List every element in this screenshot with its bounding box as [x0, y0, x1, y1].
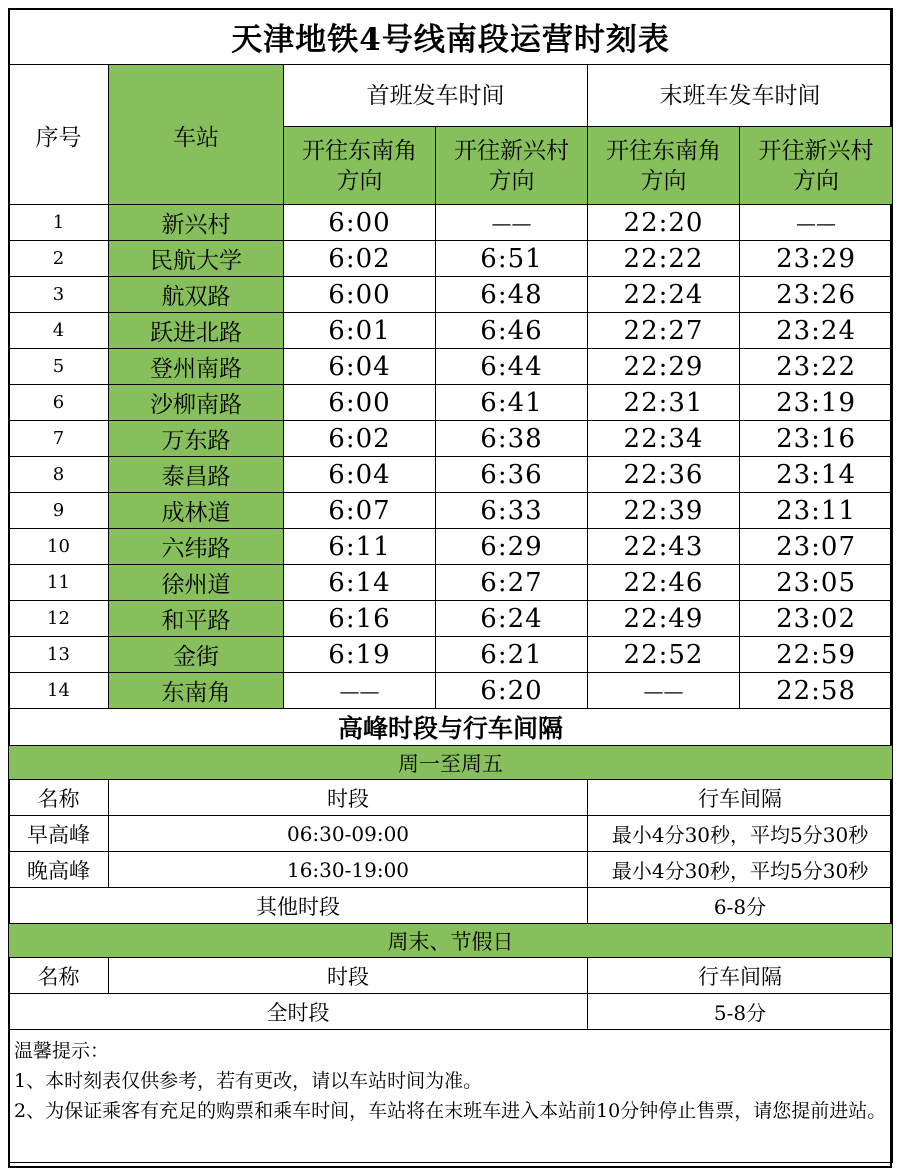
first-xinxingcun-time: 6:48: [436, 277, 588, 313]
first-xinxingcun-time: 6:41: [436, 385, 588, 421]
station-row: [9, 565, 893, 601]
first-dongnanjiao-time: 6:00: [284, 277, 436, 313]
last-dongnanjiao-time: 22:24: [588, 277, 740, 313]
peak-section-title: 高峰时段与行车间隔: [9, 709, 893, 746]
station-name: 跃进北路: [109, 313, 284, 349]
last-dongnanjiao-time: 22:27: [588, 313, 740, 349]
station-index: 7: [9, 421, 109, 457]
station-name: 六纬路: [109, 529, 284, 565]
station-index: 10: [9, 529, 109, 565]
weekday-evening-row: [9, 852, 893, 888]
station-row: [9, 637, 893, 673]
header-row-1: [9, 65, 893, 127]
first-dongnanjiao-time: 6:04: [284, 457, 436, 493]
station-index: 12: [9, 601, 109, 637]
title-row: [9, 9, 893, 65]
last-dongnanjiao-time: 22:34: [588, 421, 740, 457]
last-dongnanjiao-time: 22:36: [588, 457, 740, 493]
station-name: 徐州道: [109, 565, 284, 601]
first-dongnanjiao-time: 6:04: [284, 349, 436, 385]
first-xinxingcun-time: 6:21: [436, 637, 588, 673]
header-first-dir-xinxingcun: 开往新兴村 方向: [436, 127, 588, 205]
station-name: 成林道: [109, 493, 284, 529]
station-name: 新兴村: [109, 205, 284, 241]
timetable: [8, 8, 893, 1163]
first-xinxingcun-time: 6:38: [436, 421, 588, 457]
notes-heading: 温馨提示：: [14, 1040, 110, 1062]
station-index: 5: [9, 349, 109, 385]
weekend-header-row: [9, 958, 893, 994]
station-index: 11: [9, 565, 109, 601]
first-dongnanjiao-time: 6:00: [284, 385, 436, 421]
last-dongnanjiao-time: 22:43: [588, 529, 740, 565]
page-title: 天津地铁4号线南段运营时刻表: [9, 9, 893, 65]
last-xinxingcun-time: 23:29: [740, 241, 893, 277]
station-name: 登州南路: [109, 349, 284, 385]
station-index: 13: [9, 637, 109, 673]
station-row: [9, 457, 893, 493]
station-name: 万东路: [109, 421, 284, 457]
station-name: 航双路: [109, 277, 284, 313]
weekday-header-row: [9, 780, 893, 816]
first-xinxingcun-time: ——: [436, 205, 588, 241]
station-row: [9, 673, 893, 709]
weekend-col-period: 时段: [109, 958, 588, 994]
all-period-label: 全时段: [9, 994, 588, 1030]
station-row: [9, 385, 893, 421]
notes-line-1: 1、本时刻表仅供参考，若有更改，请以车站时间为准。: [14, 1070, 483, 1092]
first-xinxingcun-time: 6:46: [436, 313, 588, 349]
station-row: [9, 205, 893, 241]
station-name: 泰昌路: [109, 457, 284, 493]
station-row: [9, 601, 893, 637]
morning-peak-period: 06:30-09:00: [109, 816, 588, 852]
last-xinxingcun-time: 22:59: [740, 637, 893, 673]
notes-row: [9, 1030, 893, 1163]
other-period-label: 其他时段: [9, 888, 588, 924]
station-index: 4: [9, 313, 109, 349]
morning-peak-name: 早高峰: [9, 816, 109, 852]
weekday-col-interval: 行车间隔: [588, 780, 893, 816]
last-xinxingcun-time: 23:11: [740, 493, 893, 529]
station-row: [9, 313, 893, 349]
last-xinxingcun-time: ——: [740, 205, 893, 241]
last-dongnanjiao-time: 22:46: [588, 565, 740, 601]
first-xinxingcun-time: 6:20: [436, 673, 588, 709]
last-xinxingcun-time: 23:16: [740, 421, 893, 457]
last-dongnanjiao-time: 22:52: [588, 637, 740, 673]
station-index: 14: [9, 673, 109, 709]
evening-peak-interval: 最小4分30秒，平均5分30秒: [588, 852, 893, 888]
first-dongnanjiao-time: 6:11: [284, 529, 436, 565]
station-name: 民航大学: [109, 241, 284, 277]
last-xinxingcun-time: 23:07: [740, 529, 893, 565]
other-period-interval: 6-8分: [588, 888, 893, 924]
first-dongnanjiao-time: 6:14: [284, 565, 436, 601]
first-dongnanjiao-time: 6:19: [284, 637, 436, 673]
last-dongnanjiao-time: 22:39: [588, 493, 740, 529]
first-dongnanjiao-time: 6:02: [284, 241, 436, 277]
last-xinxingcun-time: 23:22: [740, 349, 893, 385]
station-row: [9, 493, 893, 529]
last-dongnanjiao-time: 22:22: [588, 241, 740, 277]
evening-peak-period: 16:30-19:00: [109, 852, 588, 888]
last-xinxingcun-time: 23:05: [740, 565, 893, 601]
weekend-band-row: [9, 924, 893, 958]
header-index: 序号: [9, 65, 109, 205]
all-period-interval: 5-8分: [588, 994, 893, 1030]
header-first-dir-dongnanjiao: 开往东南角 方向: [284, 127, 436, 205]
station-name: 和平路: [109, 601, 284, 637]
header-last-dir-xinxingcun: 开往新兴村 方向: [740, 127, 893, 205]
station-name: 沙柳南路: [109, 385, 284, 421]
weekday-col-name: 名称: [9, 780, 109, 816]
last-dongnanjiao-time: 22:31: [588, 385, 740, 421]
weekday-band-row: [9, 746, 893, 780]
last-xinxingcun-time: 23:02: [740, 601, 893, 637]
station-index: 1: [9, 205, 109, 241]
first-xinxingcun-time: 6:24: [436, 601, 588, 637]
station-index: 8: [9, 457, 109, 493]
last-dongnanjiao-time: ——: [588, 673, 740, 709]
last-dongnanjiao-time: 22:49: [588, 601, 740, 637]
morning-peak-interval: 最小4分30秒，平均5分30秒: [588, 816, 893, 852]
first-dongnanjiao-time: 6:16: [284, 601, 436, 637]
station-index: 3: [9, 277, 109, 313]
station-row: [9, 529, 893, 565]
weekday-other-row: [9, 888, 893, 924]
weekend-col-name: 名称: [9, 958, 109, 994]
header-last-train: 末班车发车时间: [588, 65, 893, 127]
first-dongnanjiao-time: 6:01: [284, 313, 436, 349]
last-dongnanjiao-time: 22:29: [588, 349, 740, 385]
last-xinxingcun-time: 23:14: [740, 457, 893, 493]
weekend-all-row: [9, 994, 893, 1030]
first-dongnanjiao-time: 6:00: [284, 205, 436, 241]
first-xinxingcun-time: 6:44: [436, 349, 588, 385]
weekend-band: 周末、节假日: [9, 924, 893, 958]
notes-block: [9, 1030, 893, 1163]
header-first-train: 首班发车时间: [284, 65, 588, 127]
first-dongnanjiao-time: 6:02: [284, 421, 436, 457]
station-index: 6: [9, 385, 109, 421]
first-dongnanjiao-time: ——: [284, 673, 436, 709]
evening-peak-name: 晚高峰: [9, 852, 109, 888]
station-name: 东南角: [109, 673, 284, 709]
station-index: 2: [9, 241, 109, 277]
weekday-morning-row: [9, 816, 893, 852]
first-xinxingcun-time: 6:33: [436, 493, 588, 529]
station-row: [9, 349, 893, 385]
station-row: [9, 277, 893, 313]
first-xinxingcun-time: 6:36: [436, 457, 588, 493]
weekday-col-period: 时段: [109, 780, 588, 816]
peak-title-row: [9, 709, 893, 746]
station-row: [9, 241, 893, 277]
last-xinxingcun-time: 23:24: [740, 313, 893, 349]
weekday-band: 周一至周五: [9, 746, 893, 780]
header-station: 车站: [109, 65, 284, 205]
first-xinxingcun-time: 6:51: [436, 241, 588, 277]
last-dongnanjiao-time: 22:20: [588, 205, 740, 241]
station-index: 9: [9, 493, 109, 529]
last-xinxingcun-time: 23:19: [740, 385, 893, 421]
first-dongnanjiao-time: 6:07: [284, 493, 436, 529]
station-row: [9, 421, 893, 457]
weekend-col-interval: 行车间隔: [588, 958, 893, 994]
last-xinxingcun-time: 22:58: [740, 673, 893, 709]
last-xinxingcun-time: 23:26: [740, 277, 893, 313]
notes-line-2: 2、为保证乘客有充足的购票和乘车时间，车站将在末班车进入本站前10分钟停止售票，请您提前进站。: [14, 1100, 887, 1122]
first-xinxingcun-time: 6:29: [436, 529, 588, 565]
header-last-dir-dongnanjiao: 开往东南角 方向: [588, 127, 740, 205]
station-name: 金街: [109, 637, 284, 673]
first-xinxingcun-time: 6:27: [436, 565, 588, 601]
